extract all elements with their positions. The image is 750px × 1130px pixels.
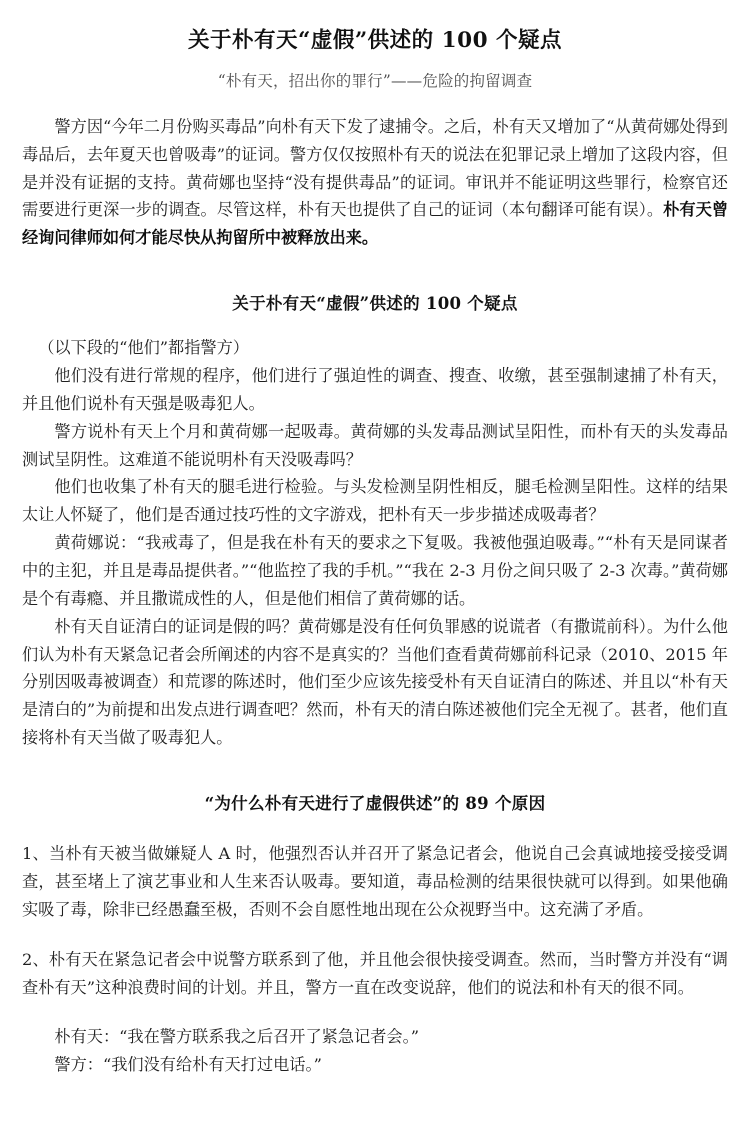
dialogue-line: 警方：“我们没有给朴有天打过电话。” <box>54 1055 322 1075</box>
page-subtitle: “朴有天，招出你的罪行”——危险的拘留调查 <box>217 71 533 90</box>
body-paragraph: 他们也收集了朴有天的腿毛进行检验。与头发检测呈阴性相反，腿毛检测呈阳性。这样的结果太让人怀疑了，他们是否通过技巧性的文字游戏，把朴有天一步步描述成吸毒者？ <box>22 477 728 525</box>
body-paragraph: 朴有天自证清白的证词是假的吗？黄荷娜是没有任何负罪感的说谎者（有撒谎前科）。为什么他们认为朴有天紧急记者会所阐述的内容不是真实的？当他们查看黄荷娜前科记录（2010、2015 年分别因吸毒被调查）和荒谬的陈述时，他们至少应该先接受朴有天自证清白的陈述、并且以“朴有天是清白的”为前提和出发点进行调查吧？然而，朴有天的清白陈述被他们完全无视了。甚者，他们直接将朴有天当做了吸毒犯人。 <box>22 616 728 748</box>
scope-note: （以下段的“他们”都指警方） <box>38 338 249 358</box>
intro-text: 警方因“今年二月份购买毒品”向朴有天下发了逮捕令。之后，朴有天又增加了“从黄荷娜处得到毒品后，去年夏天也曾吸毒”的证词。警方仅仅按照朴有天的说法在犯罪记录上增加了这段内容，但是并没有证据的支持。黄荷娜也坚持“没有提供毒品”的证词。审讯并不能证明这些罪行，检察官还需要进行更深一步的调查。尽管这样，朴有天也提供了自己的证词（本句翻译可能有误）。 <box>22 116 728 220</box>
section-heading-doubts: 关于朴有天“虚假”供述的 100 个疑点 <box>232 294 518 314</box>
body-paragraph: 黄荷娜说：“我戒毒了，但是我在朴有天的要求之下复吸。我被他强迫吸毒。”“朴有天是同谋者中的主犯，并且是毒品提供者。”“他监控了我的手机。”“我在 2-3 月份之间只吸了 2-3 次毒。”黄荷娜是个有毒瘾、并且撒谎成性的人，但是他们相信了黄荷娜的话。 <box>22 533 728 608</box>
body-paragraph: 他们没有进行常规的程序，他们进行了强迫性的调查、搜查、收缴，甚至强制逮捕了朴有天，并且他们说朴有天强是吸毒犯人。 <box>22 366 728 413</box>
intro-bold-text: 朴有天曾经询问律师如何才能尽快从拘留所中被释放出来。 <box>22 200 729 248</box>
intro-paragraph <box>22 91 728 252</box>
page-title: 关于朴有天“虚假”供述的 100 个疑点 <box>187 28 563 53</box>
dialogue-line: 朴有天：“我在警方联系我之后召开了紧急记者会。” <box>54 1027 419 1047</box>
body-paragraph: 警方说朴有天上个月和黄荷娜一起吸毒。黄荷娜的头发毒品测试呈阳性，而朴有天的头发毒品测试呈阴性。这难道不能说明朴有天没吸毒吗？ <box>22 421 728 469</box>
list-item: 1、当朴有天被当做嫌疑人 A 时，他强烈否认并召开了紧急记者会，他说自己会真诚地接受接受调查，甚至堵上了演艺事业和人生来否认吸毒。要知道，毒品检测的结果很快就可以得到。如果他确实吸了毒，除非已经愚蠢至极，否则不会自愿性地出现在公众视野当中。这充满了矛盾。 <box>22 844 728 919</box>
section-heading-reasons: “为什么朴有天进行了虚假供述”的 89 个原因 <box>204 794 546 814</box>
list-item: 2、朴有天在紧急记者会中说警方联系到了他，并且他会很快接受调查。然而，当时警方并没有“调查朴有天”这种浪费时间的计划。并且，警方一直在改变说辞，他们的说法和朴有天的很不同。 <box>22 949 728 997</box>
